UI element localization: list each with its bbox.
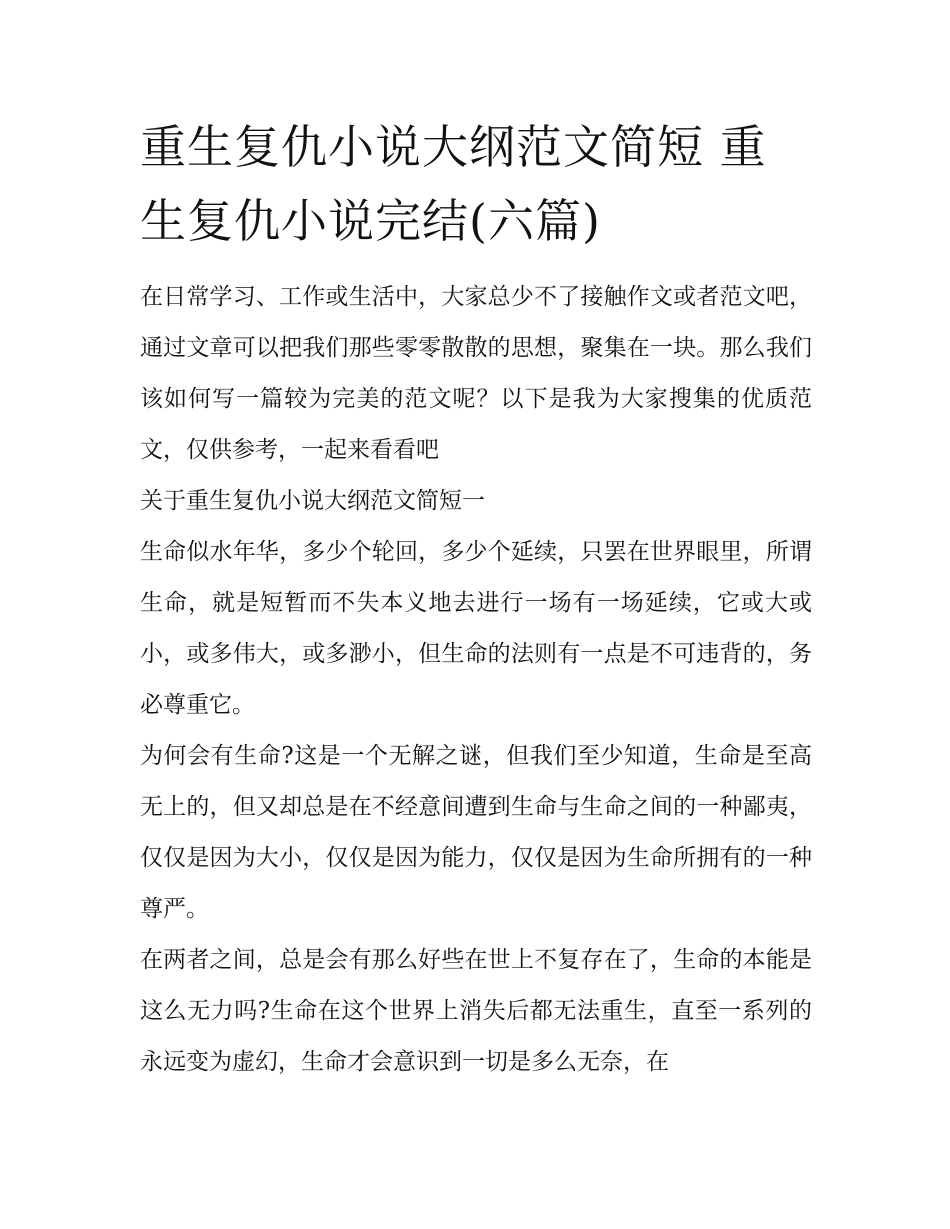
document-title: 重生复仇小说大纲范文简短 重生复仇小说完结(六篇) xyxy=(140,120,767,248)
body-paragraph-1: 生命似水年华，多少个轮回，多少个延续，只罢在世界眼里，所谓生命，就是短暂而不失本义地去进行一场有一场延续，它或大或小，或多伟大，或多渺小，但生命的法则有一点是不可违背的，务必尊重它。 xyxy=(140,539,812,718)
section-heading: 关于重生复仇小说大纲范文简短一 xyxy=(140,488,485,514)
title-spacer xyxy=(140,258,812,272)
body-paragraph-2: 为何会有生命?这是一个无解之谜，但我们至少知道，生命是至高无上的，但又却总是在不经意间遭到生命与生命之间的一种鄙夷，仅仅是因为大小，仅仅是因为能力，仅仅是因为生命所拥有的一种尊严。 xyxy=(140,743,812,922)
document-body xyxy=(140,110,812,1088)
body-paragraph-3: 在两者之间，总是会有那么好些在世上不复存在了，生命的本能是这么无力吗?生命在这个世界上消失后都无法重生，直至一系列的永远变为虚幻，生命才会意识到一切是多么无奈，在 xyxy=(140,947,812,1075)
intro-paragraph: 在日常学习、工作或生活中，大家总少不了接触作文或者范文吧，通过文章可以把我们那些零零散散的思想，聚集在一块。那么我们该如何写一篇较为完美的范文呢？以下是我为大家搜集的优质范文，仅供参考，一起来看看吧 xyxy=(140,284,812,463)
